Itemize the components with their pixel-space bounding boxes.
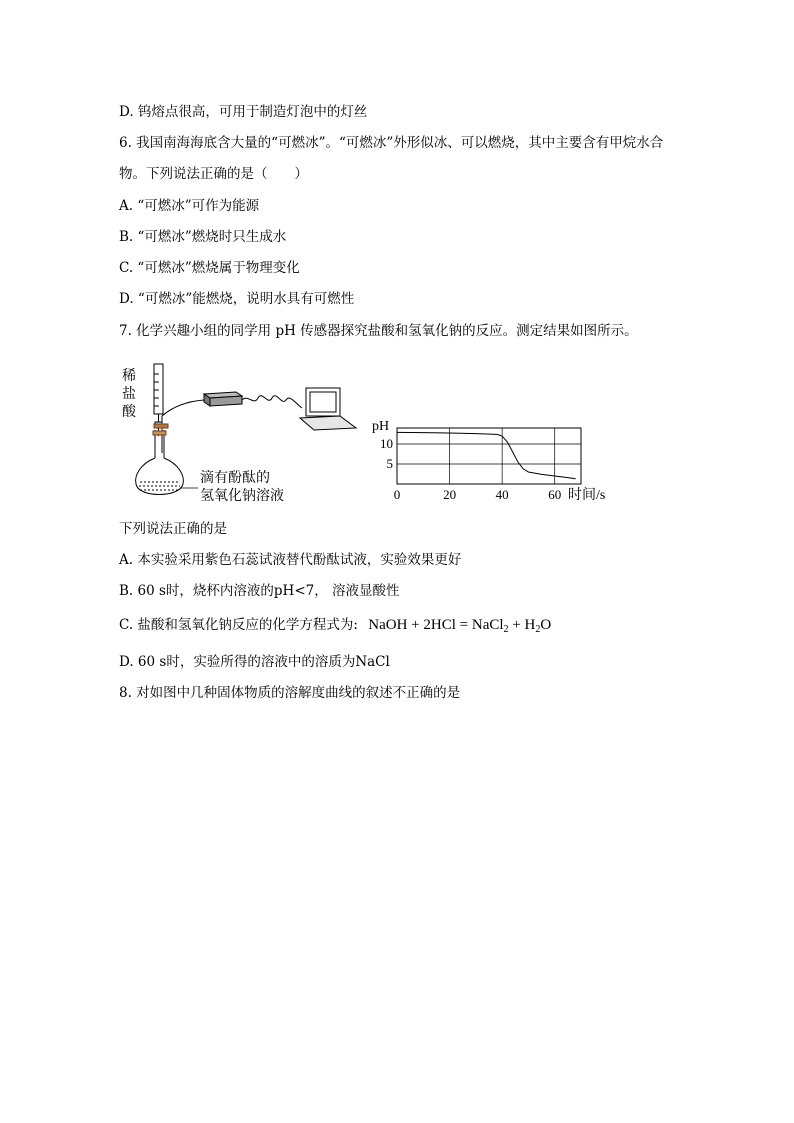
q7-option-a: A. 本实验采用紫色石蕊试液替代酚酞试液，实验效果更好 <box>119 552 462 568</box>
chart-ytick-label: 10 <box>380 436 393 451</box>
equation-sub-2: 2 <box>535 624 541 635</box>
chart-xtick-label: 20 <box>443 487 457 502</box>
q6-stem-line2: 物。下列说法正确的是（ ） <box>119 166 308 182</box>
equation-part-2: + H <box>508 617 536 633</box>
ph-chart <box>370 416 620 506</box>
q6-option-b: B. “可燃冰”燃烧时只生成水 <box>119 229 287 245</box>
flask-label-line2: 氢氧化钠溶液 <box>200 489 284 504</box>
q6-option-d: D. “可燃冰”能燃烧，说明水具有可燃性 <box>119 291 355 307</box>
flask-label-line1: 滴有酚酞的 <box>200 471 270 486</box>
q7-option-b: B. 60 s时，烧杯内溶液的pH<7， 溶液显酸性 <box>119 583 400 599</box>
equation-part-1: NaOH + 2HCl = NaCl <box>368 617 504 633</box>
q6-stem-line1: 6. 我国南海海底含大量的“可燃冰”。“可燃冰”外形似冰、可以燃烧，其中主要含有甲烷水合 <box>119 135 664 151</box>
q7-option-d: D. 60 s时，实验所得的溶液中的溶质为NaCl <box>119 654 390 670</box>
chart-ytick-label: 5 <box>386 456 393 471</box>
equation-part-3: O <box>540 617 552 633</box>
q6-option-a: A. “可燃冰”可作为能源 <box>119 198 260 214</box>
flask <box>136 430 184 495</box>
data-logger <box>204 392 242 406</box>
q7-prompt: 下列说法正确的是 <box>119 521 227 537</box>
q6-option-c: C. “可燃冰”燃烧属于物理变化 <box>119 260 300 276</box>
q7-option-c <box>119 616 551 639</box>
chart-xtick-label: 0 <box>393 487 401 502</box>
chart-ticks <box>380 436 561 502</box>
apparatus-diagram <box>118 358 368 508</box>
burette-label-char-1: 稀 <box>122 369 136 384</box>
chart-ylabel: pH <box>372 419 390 434</box>
chemical-equation <box>368 617 551 633</box>
chart-series-line <box>397 432 576 478</box>
cable <box>242 396 302 408</box>
burette-label-char-3: 酸 <box>122 405 136 420</box>
chart-xlabel: 时间/s <box>568 488 606 503</box>
burette-label-char-2: 盐 <box>122 387 136 402</box>
q5-option-d: D. 钨熔点很高，可用于制造灯泡中的灯丝 <box>119 104 368 120</box>
equation-sub-1: 2 <box>503 624 509 635</box>
q7-stem: 7. 化学兴趣小组的同学用 pH 传感器探究盐酸和氢氧化钠的反应。测定结果如图所示。 <box>119 323 638 339</box>
q8-stem: 8. 对如图中几种固体物质的溶解度曲线的叙述不正确的是 <box>119 685 461 701</box>
chart-xtick-label: 40 <box>495 487 509 502</box>
laptop-icon <box>300 388 356 430</box>
q7-option-c-text: C. 盐酸和氢氧化钠反应的化学方程式为: <box>119 617 358 633</box>
chart-xtick-label: 60 <box>548 487 562 502</box>
